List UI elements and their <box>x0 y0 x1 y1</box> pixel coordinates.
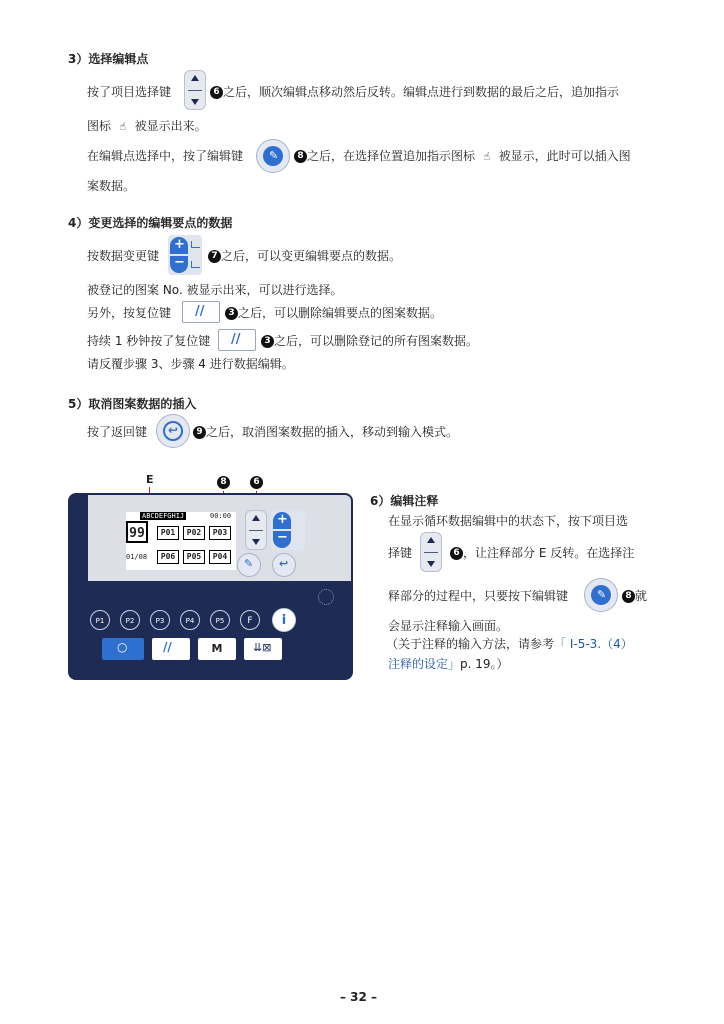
label-e: E <box>146 473 154 486</box>
s4-l1-b: 之后，可以变更编辑要点的数据。 <box>221 249 402 263</box>
edit-key-icon: ✎ <box>256 139 290 173</box>
lcd-p02: P02 <box>183 526 205 540</box>
ready-button: ○ <box>102 638 144 660</box>
p1-button: P1 <box>90 610 110 630</box>
callout-8: 8 <box>294 150 307 163</box>
s6-link-ref[interactable]: 「 I-5-3.（4） <box>554 637 633 651</box>
f-button: F <box>240 610 260 630</box>
section4-heading: 4）变更选择的编辑要点的数据 <box>68 216 233 230</box>
info-button: i <box>272 608 296 632</box>
s6-l3-a: 释部分的过程中，只要按下编辑键 <box>388 589 569 603</box>
section3-heading: 3）选择编辑点 <box>68 52 149 66</box>
lcd-p05: P05 <box>183 550 205 564</box>
s6-line5 <box>386 636 633 652</box>
lcd-p06: P06 <box>157 550 179 564</box>
section5-heading: 5）取消图案数据的插入 <box>68 397 197 411</box>
s4-l1-a: 按数据变更键 <box>87 249 160 263</box>
label-6: 6 <box>250 476 263 489</box>
s4-line5: 请反覆步骤 3、步骤 4 进行数据编辑。 <box>87 357 294 371</box>
item-select-key-icon <box>184 70 206 110</box>
p2-button: P2 <box>120 610 140 630</box>
s5-line1-b <box>193 424 458 440</box>
p4-button: P4 <box>180 610 200 630</box>
s3-l2-a: 图标 <box>87 119 112 133</box>
s5-l1-b: 之后，取消图案数据的插入，移动到输入模式。 <box>206 425 459 439</box>
s3-l2-b: 被显示出来。 <box>134 119 207 133</box>
reset-key-icon: // <box>218 329 256 351</box>
s3-line2 <box>87 118 207 135</box>
item-select-key-icon <box>420 532 442 572</box>
s3-line1 <box>87 84 171 100</box>
s3-l3-b: 之后，在选择位置追加指示图标 <box>307 149 476 163</box>
lcd-p04: P04 <box>209 550 231 564</box>
lcd-counter: 01/08 <box>126 553 148 561</box>
s3-line1-b <box>210 84 619 100</box>
panel-return-key: ↩ <box>272 553 296 577</box>
s3-l1-b: 之后，顺次编辑点移动然后反转。编辑点进行到数据的最后之后，追加指示 <box>223 85 620 99</box>
s6-line6 <box>388 656 509 672</box>
lcd-p03: P03 <box>209 526 231 540</box>
s4-line2: 被登记的图案 No. 被显示出来，可以进行选择。 <box>87 283 343 297</box>
winder-button: ⇊⊠ <box>244 638 282 660</box>
callout-6: 6 <box>450 547 463 560</box>
s4-line4-b <box>261 333 478 349</box>
callout-8: 8 <box>622 590 635 603</box>
add-indicator-icon: ☝ <box>483 150 491 163</box>
s6-l3-b: 就 <box>635 589 648 603</box>
panel-edit-key: ✎ <box>237 553 261 577</box>
s6-l6-b: p. 19。） <box>460 657 509 671</box>
return-key-icon: ↩ <box>156 414 190 448</box>
s4-line3-b <box>225 305 442 321</box>
label-8: 8 <box>217 476 230 489</box>
data-change-key-icon: + − <box>168 235 202 275</box>
lcd-screen <box>126 512 236 570</box>
p3-button: P3 <box>150 610 170 630</box>
s3-l3-c: 被显示，此时可以插入图 <box>498 149 631 163</box>
s3-line3-b <box>294 148 631 165</box>
page-number: – 32 – <box>340 990 378 1004</box>
s4-line1-b <box>208 248 401 264</box>
lcd-time: 00:00 <box>210 512 232 520</box>
s6-l5-a: （关于注释的输入方法，请参考 <box>386 637 555 651</box>
s3-line3 <box>87 148 243 164</box>
add-indicator-icon: ☝ <box>119 120 127 133</box>
edit-key-icon: ✎ <box>584 578 618 612</box>
p5-button: P5 <box>210 610 230 630</box>
control-panel <box>68 493 353 680</box>
s6-line2-b <box>450 545 634 561</box>
panel-display-area <box>88 495 351 581</box>
s3-l3-a: 在编辑点选择中，按了编辑键 <box>87 149 244 163</box>
callout-9: 9 <box>193 426 206 439</box>
reset-button: // <box>152 638 190 660</box>
s3-l1-a: 按了项目选择键 <box>87 85 172 99</box>
s5-l1-a: 按了返回键 <box>87 425 148 439</box>
lcd-comment: ABCDEFGHIJ <box>142 512 185 520</box>
s4-l4-a: 持续 1 秒钟按了复位键 <box>87 334 211 348</box>
reset-key-icon: // <box>182 301 220 323</box>
m-button: M <box>198 638 236 660</box>
lcd-cycle-number: 99 <box>126 521 148 543</box>
callout-7: 7 <box>208 250 221 263</box>
panel-sensor-icon <box>318 589 334 605</box>
callout-3: 3 <box>261 335 274 348</box>
s6-link-comment-setting[interactable]: 注释的设定」 <box>388 657 461 671</box>
callout-3: 3 <box>225 307 238 320</box>
s4-l3-b: 之后，可以删除编辑要点的图案数据。 <box>238 306 443 320</box>
s6-line3-b <box>622 588 647 604</box>
s6-line1: 在显示循环数据编辑中的状态下，按下项目选 <box>388 514 629 528</box>
lcd-p01: P01 <box>157 526 179 540</box>
s4-l3-a: 另外，按复位键 <box>87 306 172 320</box>
s3-line4: 案数据。 <box>87 179 136 193</box>
panel-data-change-key: + − <box>271 510 305 550</box>
s4-l4-b: 之后，可以删除登记的所有图案数据。 <box>274 334 479 348</box>
section6-heading: 6）编辑注释 <box>370 494 439 508</box>
callout-6: 6 <box>210 86 223 99</box>
s6-l2-b: ，让注释部分 E 反转。在选择注 <box>463 546 635 560</box>
panel-item-select-key <box>245 510 267 550</box>
s6-line4: 会显示注释输入画面。 <box>388 619 509 633</box>
s6-l2-a: 择键 <box>388 546 413 560</box>
